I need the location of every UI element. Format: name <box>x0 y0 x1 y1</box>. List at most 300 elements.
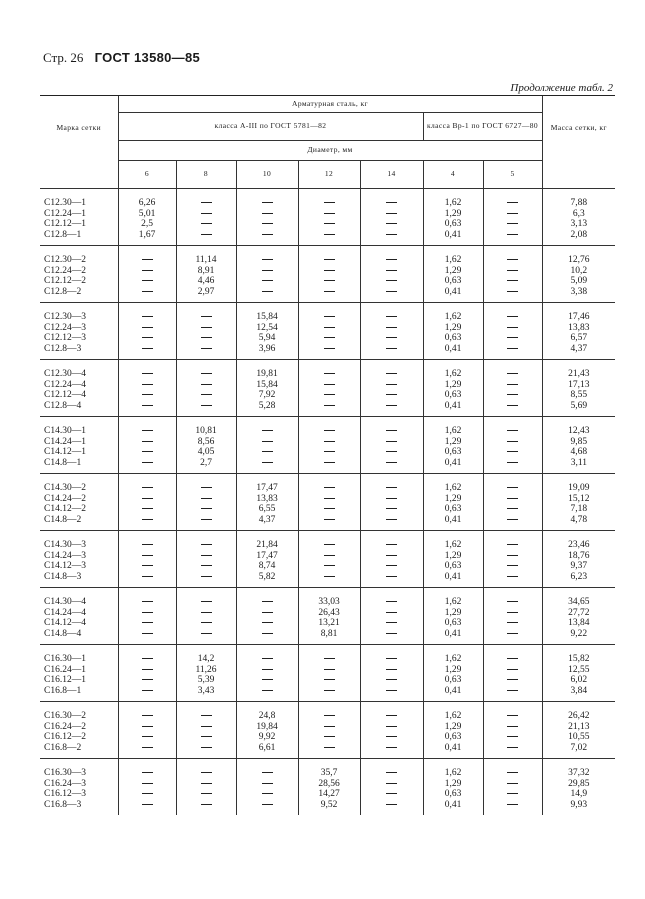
dash-value <box>484 743 542 754</box>
steel-mass-value: 19,81 <box>256 369 278 379</box>
header-diameter: Диаметр, мм <box>118 141 542 160</box>
diameter-cell <box>176 189 236 246</box>
diameter-cell <box>298 246 360 303</box>
dash-value <box>361 665 423 676</box>
diameter-cell <box>298 417 360 474</box>
dash-value <box>361 722 423 733</box>
mark-cell <box>40 360 118 417</box>
dash-value <box>484 572 542 583</box>
table-row-group <box>40 645 615 702</box>
dash-value <box>484 561 542 572</box>
header-steel: Арматурная сталь, кг <box>118 96 542 113</box>
dash-value <box>237 800 298 811</box>
dash-value <box>299 675 360 686</box>
diameter-cell <box>118 759 176 816</box>
dash-value <box>177 618 236 629</box>
diameter-cell <box>360 531 423 588</box>
diameter-cell <box>236 360 298 417</box>
dash-value <box>299 426 360 437</box>
dash-value <box>237 629 298 640</box>
mark-value: С14.24—2 <box>44 493 86 504</box>
dash-value <box>177 768 236 779</box>
mesh-mass-value: 27,72 <box>568 607 590 618</box>
diameter-cell <box>176 531 236 588</box>
dash-value <box>484 287 542 298</box>
dash-value <box>177 380 236 391</box>
mark-cell <box>40 645 118 702</box>
table-row-group <box>40 531 615 588</box>
steel-mass-value: 1,29 <box>444 721 462 732</box>
mesh-mass-value: 19,09 <box>568 483 590 493</box>
dash-value <box>299 437 360 448</box>
header-diameter-6: 6 <box>118 160 176 189</box>
mark-cell <box>40 417 118 474</box>
diameter-cell <box>236 246 298 303</box>
steel-mass-value: 1,62 <box>444 711 462 721</box>
dash-value <box>299 344 360 355</box>
dash-value <box>177 800 236 811</box>
mesh-mass-value: 6,57 <box>570 333 588 343</box>
dash-value <box>484 540 542 551</box>
dash-value <box>299 209 360 220</box>
dash-value <box>177 401 236 412</box>
mesh-mass-value: 10,2 <box>570 265 588 276</box>
mark-value: С14.8—4 <box>44 628 82 639</box>
steel-mass-value: 33,03 <box>318 597 340 607</box>
dash-value <box>299 686 360 697</box>
mark-value: С16.12—1 <box>44 675 86 685</box>
steel-mass-value: 15,84 <box>256 379 278 390</box>
diameter-cell <box>118 474 176 531</box>
mark-value: С16.30—2 <box>44 711 86 721</box>
dash-value <box>484 686 542 697</box>
diameter-cell <box>298 474 360 531</box>
dash-value <box>177 608 236 619</box>
mark-value: С14.8—3 <box>44 571 82 582</box>
mesh-mass-value: 4,68 <box>570 447 588 457</box>
diameter-cell <box>423 588 483 645</box>
steel-mass-value: 0,63 <box>444 789 462 799</box>
dash-value <box>119 597 176 608</box>
dash-value <box>237 686 298 697</box>
dash-value <box>299 711 360 722</box>
dash-value <box>484 447 542 458</box>
dash-value <box>119 312 176 323</box>
steel-mass-value: 0,63 <box>444 732 462 742</box>
diameter-cell <box>176 246 236 303</box>
dash-value <box>484 266 542 277</box>
diameter-cell <box>236 645 298 702</box>
steel-mass-value: 13,21 <box>318 618 340 628</box>
dash-value <box>361 561 423 572</box>
dash-value <box>119 504 176 515</box>
steel-mass-value: 21,84 <box>256 540 278 550</box>
dash-value <box>361 333 423 344</box>
dash-value <box>237 597 298 608</box>
dash-value <box>119 629 176 640</box>
mark-value: С12.30—1 <box>44 198 86 208</box>
mark-cell <box>40 303 118 360</box>
mesh-mass-value: 9,22 <box>570 628 588 639</box>
mesh-mass-value: 7,18 <box>570 504 588 514</box>
table-row-group <box>40 417 615 474</box>
diameter-cell <box>236 759 298 816</box>
dash-value <box>299 287 360 298</box>
diameter-cell <box>483 759 542 816</box>
dash-value <box>119 732 176 743</box>
dash-value <box>361 276 423 287</box>
mark-value: С12.12—4 <box>44 390 86 400</box>
dash-value <box>237 426 298 437</box>
dash-value <box>484 608 542 619</box>
mesh-mass-value: 26,42 <box>568 711 590 721</box>
mesh-mass-value: 4,37 <box>570 343 588 354</box>
mark-cell <box>40 588 118 645</box>
dash-value <box>484 323 542 334</box>
mass-cell <box>542 246 615 303</box>
dash-value <box>361 437 423 448</box>
dash-value <box>177 323 236 334</box>
dash-value <box>299 255 360 266</box>
dash-value <box>237 608 298 619</box>
mark-value: С12.8—1 <box>44 229 82 240</box>
steel-mass-value: 35,7 <box>320 768 338 778</box>
mark-cell <box>40 759 118 816</box>
mark-value: С12.12—3 <box>44 333 86 343</box>
steel-mass-value: 0,63 <box>444 333 462 343</box>
dash-value <box>484 437 542 448</box>
dash-value <box>119 458 176 469</box>
steel-mass-value: 0,63 <box>444 447 462 457</box>
diameter-cell <box>423 645 483 702</box>
steel-mass-value: 12,54 <box>256 322 278 333</box>
mark-value: С16.12—2 <box>44 732 86 742</box>
mesh-mass-value: 4,78 <box>570 514 588 525</box>
dash-value <box>484 504 542 515</box>
dash-value <box>119 768 176 779</box>
dash-value <box>119 665 176 676</box>
steel-mass-value: 3,96 <box>258 343 276 354</box>
steel-mass-value: 1,62 <box>444 768 462 778</box>
steel-mass-value: 0,41 <box>444 400 462 411</box>
steel-mass-value: 1,29 <box>444 436 462 447</box>
steel-mass-value: 1,29 <box>444 607 462 618</box>
mark-cell <box>40 531 118 588</box>
dash-value <box>299 390 360 401</box>
diameter-cell <box>360 303 423 360</box>
dash-value <box>237 447 298 458</box>
mesh-mass-value: 21,13 <box>568 721 590 732</box>
dash-value <box>484 675 542 686</box>
mesh-mass-value: 17,46 <box>568 312 590 322</box>
steel-mass-value: 19,84 <box>256 721 278 732</box>
mark-value: С12.8—2 <box>44 286 82 297</box>
mesh-mass-value: 15,82 <box>568 654 590 664</box>
mesh-mass-value: 14,9 <box>570 789 588 799</box>
mesh-mass-value: 9,37 <box>570 561 588 571</box>
mark-value: С16.24—2 <box>44 721 86 732</box>
steel-mass-value: 1,62 <box>444 426 462 436</box>
dash-value <box>299 722 360 733</box>
mark-value: С14.24—1 <box>44 436 86 447</box>
dash-value <box>119 789 176 800</box>
dash-value <box>361 743 423 754</box>
dash-value <box>361 800 423 811</box>
mesh-mass-value: 6,02 <box>570 675 588 685</box>
diameter-cell <box>118 531 176 588</box>
dash-value <box>119 369 176 380</box>
dash-value <box>299 551 360 562</box>
dash-value <box>361 344 423 355</box>
mark-value: С12.12—2 <box>44 276 86 286</box>
dash-value <box>237 768 298 779</box>
diameter-cell <box>118 417 176 474</box>
diameter-cell <box>360 189 423 246</box>
page-header <box>43 50 200 66</box>
dash-value <box>484 618 542 629</box>
steel-mass-value: 9,92 <box>258 732 276 742</box>
mark-value: С14.12—2 <box>44 504 86 514</box>
steel-mass-value: 1,29 <box>444 550 462 561</box>
dash-value <box>484 344 542 355</box>
dash-value <box>361 504 423 515</box>
mark-cell <box>40 189 118 246</box>
dash-value <box>484 515 542 526</box>
steel-mass-value: 15,84 <box>256 312 278 322</box>
dash-value <box>361 426 423 437</box>
dash-value <box>119 686 176 697</box>
mesh-mass-value: 17,13 <box>568 379 590 390</box>
dash-value <box>361 572 423 583</box>
mark-value: С14.30—2 <box>44 483 86 493</box>
diameter-cell <box>298 360 360 417</box>
mark-value: С16.24—3 <box>44 778 86 789</box>
dash-value <box>299 540 360 551</box>
steel-mass-value: 1,62 <box>444 255 462 265</box>
dash-value <box>119 483 176 494</box>
diameter-cell <box>298 531 360 588</box>
steel-mass-value: 2,5 <box>141 219 153 229</box>
steel-mass-value: 14,2 <box>197 654 215 664</box>
dash-value <box>177 561 236 572</box>
dash-value <box>361 779 423 790</box>
dash-value <box>361 515 423 526</box>
diameter-cell <box>176 759 236 816</box>
mark-value: С14.30—1 <box>44 426 86 436</box>
mesh-mass-value: 10,55 <box>568 732 590 742</box>
steel-mass-value: 8,81 <box>320 628 338 639</box>
dash-value <box>119 675 176 686</box>
dash-value <box>361 732 423 743</box>
mark-value: С14.12—1 <box>44 447 86 457</box>
diameter-cell <box>298 702 360 759</box>
diameter-cell <box>118 588 176 645</box>
dash-value <box>299 369 360 380</box>
steel-mass-value: 13,83 <box>256 493 278 504</box>
mesh-mass-value: 5,09 <box>570 276 588 286</box>
dash-value <box>119 323 176 334</box>
dash-value <box>119 447 176 458</box>
diameter-cell <box>118 645 176 702</box>
mark-value: С12.30—4 <box>44 369 86 379</box>
steel-mass-value: 5,28 <box>258 400 276 411</box>
mesh-mass-value: 29,85 <box>568 778 590 789</box>
mesh-mass-value: 6,3 <box>572 208 585 219</box>
dash-value <box>177 515 236 526</box>
mark-value: С16.8—3 <box>44 799 82 810</box>
steel-mass-value: 8,56 <box>197 436 215 447</box>
dash-value <box>299 380 360 391</box>
dash-value <box>177 198 236 209</box>
dash-value <box>299 276 360 287</box>
mass-cell <box>542 702 615 759</box>
diameter-cell <box>483 474 542 531</box>
steel-mass-value: 0,63 <box>444 618 462 628</box>
steel-mass-value: 10,81 <box>195 426 217 436</box>
dash-value <box>361 255 423 266</box>
mark-value: С12.30—3 <box>44 312 86 322</box>
mark-value: С12.24—4 <box>44 379 86 390</box>
steel-mass-value: 26,43 <box>318 607 340 618</box>
steel-mass-value: 8,91 <box>197 265 215 276</box>
dash-value <box>484 369 542 380</box>
header-empty <box>40 160 118 189</box>
steel-mass-value: 14,27 <box>318 789 340 799</box>
dash-value <box>177 209 236 220</box>
dash-value <box>361 312 423 323</box>
diameter-cell <box>176 303 236 360</box>
steel-mass-value: 28,56 <box>318 778 340 789</box>
dash-value <box>484 198 542 209</box>
diameter-cell <box>118 360 176 417</box>
mass-cell <box>542 474 615 531</box>
mark-value: С14.30—4 <box>44 597 86 607</box>
table-row-group <box>40 246 615 303</box>
mark-value: С14.24—4 <box>44 607 86 618</box>
mesh-mass-table <box>40 95 615 815</box>
dash-value <box>119 551 176 562</box>
dash-value <box>177 219 236 230</box>
header-mass-empty <box>542 160 615 189</box>
mark-cell <box>40 702 118 759</box>
header-class-vr1: класса Вр-1 по ГОСТ 6727—80 <box>423 113 542 141</box>
mesh-mass-value: 3,11 <box>570 457 587 468</box>
mass-cell <box>542 417 615 474</box>
dash-value <box>119 800 176 811</box>
dash-value <box>177 230 236 241</box>
dash-value <box>119 779 176 790</box>
table-row-group <box>40 588 615 645</box>
dash-value <box>177 779 236 790</box>
header-class-a3: класса А-III по ГОСТ 5781—82 <box>118 113 423 141</box>
dash-value <box>484 401 542 412</box>
dash-value <box>484 665 542 676</box>
mesh-mass-value: 3,84 <box>570 685 588 696</box>
dash-value <box>237 255 298 266</box>
diameter-cell <box>360 474 423 531</box>
dash-value <box>299 654 360 665</box>
steel-mass-value: 0,63 <box>444 276 462 286</box>
dash-value <box>484 597 542 608</box>
dash-value <box>361 597 423 608</box>
table-row-group <box>40 474 615 531</box>
diameter-cell <box>176 588 236 645</box>
mesh-mass-value: 37,32 <box>568 768 590 778</box>
mark-value: С16.30—1 <box>44 654 86 664</box>
dash-value <box>177 504 236 515</box>
steel-mass-value: 4,05 <box>197 447 215 457</box>
dash-value <box>237 779 298 790</box>
dash-value <box>119 743 176 754</box>
diameter-cell <box>118 303 176 360</box>
dash-value <box>361 483 423 494</box>
diameter-cell <box>176 645 236 702</box>
steel-mass-value: 1,62 <box>444 198 462 208</box>
diameter-cell <box>360 360 423 417</box>
dash-value <box>484 219 542 230</box>
dash-value <box>299 494 360 505</box>
dash-value <box>484 494 542 505</box>
mark-value: С12.24—1 <box>44 208 86 219</box>
dash-value <box>361 287 423 298</box>
steel-mass-value: 5,94 <box>258 333 276 343</box>
diameter-cell <box>236 417 298 474</box>
dash-value <box>361 369 423 380</box>
mesh-mass-value: 3,13 <box>570 219 588 229</box>
dash-value <box>299 198 360 209</box>
dash-value <box>177 629 236 640</box>
header-diameter-12: 12 <box>298 160 360 189</box>
mass-cell <box>542 759 615 816</box>
dash-value <box>177 540 236 551</box>
dash-value <box>484 800 542 811</box>
diameter-cell <box>423 702 483 759</box>
dash-value <box>119 618 176 629</box>
mark-value: С12.8—3 <box>44 343 82 354</box>
dash-value <box>484 722 542 733</box>
table-row-group <box>40 189 615 246</box>
dash-value <box>299 665 360 676</box>
dash-value <box>177 483 236 494</box>
dash-value <box>177 711 236 722</box>
steel-mass-value: 0,41 <box>444 799 462 810</box>
dash-value <box>177 369 236 380</box>
steel-mass-value: 1,29 <box>444 265 462 276</box>
dash-value <box>361 219 423 230</box>
steel-mass-value: 5,01 <box>138 208 156 219</box>
diameter-cell <box>360 759 423 816</box>
dash-value <box>361 494 423 505</box>
steel-mass-value: 0,41 <box>444 571 462 582</box>
dash-value <box>177 789 236 800</box>
dash-value <box>119 390 176 401</box>
steel-mass-value: 1,62 <box>444 654 462 664</box>
dash-value <box>237 437 298 448</box>
dash-value <box>361 675 423 686</box>
header-diameter-5: 5 <box>483 160 542 189</box>
table-row-group <box>40 303 615 360</box>
table-row-group <box>40 759 615 816</box>
diameter-cell <box>236 588 298 645</box>
dash-value <box>177 597 236 608</box>
mass-cell <box>542 588 615 645</box>
mark-value: С14.30—3 <box>44 540 86 550</box>
dash-value <box>299 219 360 230</box>
dash-value <box>299 230 360 241</box>
diameter-cell <box>298 189 360 246</box>
steel-mass-value: 9,52 <box>320 799 338 810</box>
diameter-cell <box>236 189 298 246</box>
